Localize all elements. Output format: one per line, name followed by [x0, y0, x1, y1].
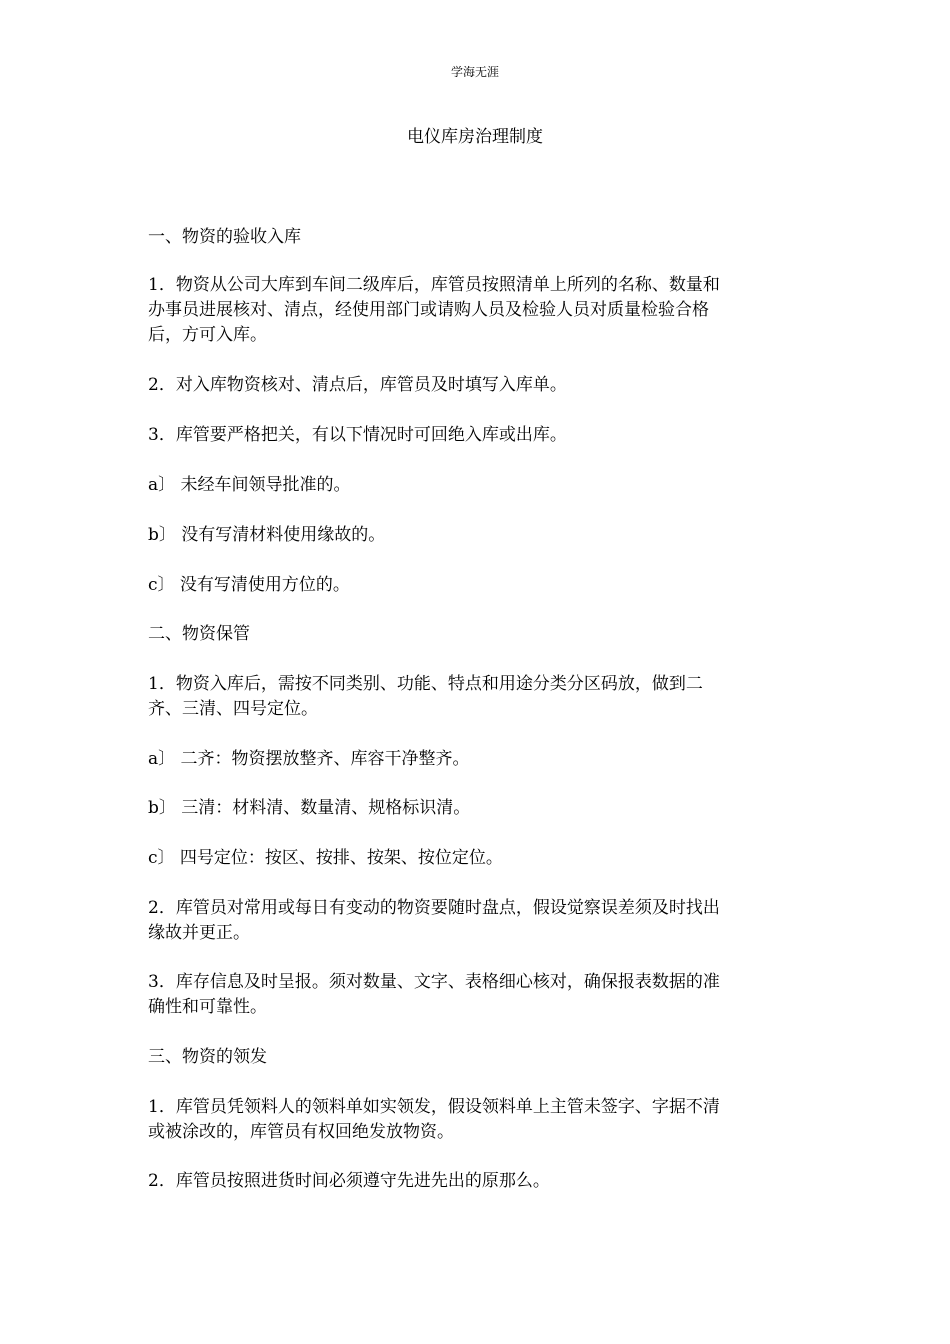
page-header: 学海无涯 — [450, 65, 499, 79]
list-item: c〕 四号定位：按区、按排、按架、按位定位。 — [148, 848, 503, 868]
paragraph: 1．物资从公司大库到车间二级库后，库管员按照清单上所列的名称、数量和 办事员进展核对、清点，经使用部门或请购人员及检验人员对质量检验合格 后，方可入库。 — [148, 275, 720, 345]
document-title: 电仪库房治理制度 — [407, 127, 543, 147]
section-heading: 一、物资的验收入库 — [148, 227, 301, 247]
paragraph: 1．物资入库后，需按不同类别、功能、特点和用途分类分区码放，做到二 齐、三清、四号定位。 — [148, 674, 703, 719]
paragraph: 2．库管员按照进货时间必须遵守先进先出的原那么。 — [148, 1171, 550, 1191]
paragraph: 3．库存信息及时呈报。须对数量、文字、表格细心核对，确保报表数据的准 确性和可靠性。 — [148, 972, 720, 1017]
list-item: a〕 未经车间领导批准的。 — [148, 475, 351, 495]
list-item: b〕 没有写清材料使用缘故的。 — [148, 525, 386, 545]
paragraph: 3．库管要严格把关，有以下情况时可回绝入库或出库。 — [148, 425, 567, 445]
list-item: c〕 没有写清使用方位的。 — [148, 575, 350, 595]
list-item: b〕 三清：材料清、数量清、规格标识清。 — [148, 798, 471, 818]
section-heading: 二、物资保管 — [148, 624, 250, 644]
paragraph: 1．库管员凭领料人的领料单如实领发，假设领料单上主管未签字、字据不清 或被涂改的，库管员有权回绝发放物资。 — [148, 1097, 720, 1142]
paragraph: 2．对入库物资核对、清点后，库管员及时填写入库单。 — [148, 375, 567, 395]
section-heading: 三、物资的领发 — [148, 1047, 267, 1067]
list-item: a〕 二齐：物资摆放整齐、库容干净整齐。 — [148, 749, 470, 769]
paragraph: 2．库管员对常用或每日有变动的物资要随时盘点，假设觉察误差须及时找出 缘故并更正。 — [148, 898, 720, 943]
